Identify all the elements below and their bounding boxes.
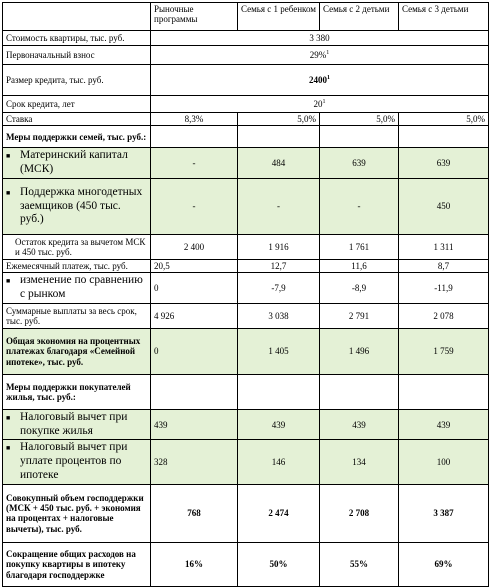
bullet-icon: ■ bbox=[6, 188, 11, 197]
row-label: Срок кредита, лет bbox=[3, 96, 151, 113]
table-row bbox=[3, 484, 489, 542]
cell: 439 bbox=[320, 409, 399, 440]
cell: 55% bbox=[320, 542, 399, 586]
table-row bbox=[3, 273, 489, 304]
cell: 2 078 bbox=[399, 303, 489, 328]
down-payment-value: 29%$^1$ bbox=[151, 46, 489, 65]
header-three-children: Семья с 3 детьми bbox=[399, 3, 489, 31]
header-row bbox=[3, 3, 489, 31]
cell: 2 474 bbox=[238, 484, 320, 542]
cell: 639 bbox=[320, 148, 399, 179]
cell: 2 791 bbox=[320, 303, 399, 328]
table-row bbox=[3, 65, 489, 96]
loan-value: 2400$^1$ bbox=[151, 65, 489, 96]
table-row bbox=[3, 178, 489, 234]
row-label: Суммарные выплаты за весь срок, тыс. руб. bbox=[3, 303, 151, 328]
cell: 3 387 bbox=[399, 484, 489, 542]
row-label: ■ изменение по сравнению с рынком bbox=[3, 273, 151, 304]
cell: 4 926 bbox=[151, 303, 238, 328]
bullet-icon: ■ bbox=[6, 277, 11, 286]
row-label: ■ Поддержка многодетных заемщиков (450 тыс. руб.) bbox=[3, 178, 151, 234]
table-row bbox=[3, 409, 489, 440]
row-label: Размер кредита, тыс. руб. bbox=[3, 65, 151, 96]
cell: 439 bbox=[399, 409, 489, 440]
cell: 484 bbox=[238, 148, 320, 179]
cell: 639 bbox=[399, 148, 489, 179]
header-cell-empty bbox=[3, 3, 151, 31]
cell: 1 761 bbox=[320, 234, 399, 259]
cell: 0 bbox=[151, 328, 238, 374]
row-label: Общая экономия на процентных платежах благодаря «Семейной ипотеке», тыс. руб. bbox=[3, 328, 151, 374]
row-label: Стоимость квартиры, тыс. руб. bbox=[3, 31, 151, 46]
cell: 134 bbox=[320, 440, 399, 484]
price-value: 3 380 bbox=[151, 31, 489, 46]
cell: 3 038 bbox=[238, 303, 320, 328]
rate-market: 8,3% bbox=[151, 113, 238, 126]
term-value: $20^1$ bbox=[151, 96, 489, 113]
row-label: Ставка bbox=[3, 113, 151, 126]
table-row bbox=[3, 234, 489, 259]
cell: 16% bbox=[151, 542, 238, 586]
table-row bbox=[3, 259, 489, 272]
cell: - bbox=[151, 178, 238, 234]
row-label: ■ Налоговый вычет при покупке жилья bbox=[3, 409, 151, 440]
table-row bbox=[3, 31, 489, 46]
table-row bbox=[3, 542, 489, 586]
cell: 100 bbox=[399, 440, 489, 484]
cell: 2 400 bbox=[151, 234, 238, 259]
cell: 1 496 bbox=[320, 328, 399, 374]
row-label: Совокупный объем господдержки (МСК + 450 тыс. руб. + экономия на процентах + налоговые вычеты), тыс. руб. bbox=[3, 484, 151, 542]
table-row bbox=[3, 96, 489, 113]
section-row bbox=[3, 126, 489, 148]
cell: 8,7 bbox=[399, 259, 489, 272]
cell: 0 bbox=[151, 273, 238, 304]
cell: 450 bbox=[399, 178, 489, 234]
cell: - bbox=[320, 178, 399, 234]
cell: 2 708 bbox=[320, 484, 399, 542]
table-row bbox=[3, 46, 489, 65]
cell: 11,6 bbox=[320, 259, 399, 272]
header-two-children: Семья с 2 детьми bbox=[320, 3, 399, 31]
cell: 1 311 bbox=[399, 234, 489, 259]
section-title-family-support: Меры поддержки семей, тыс. руб.: bbox=[3, 126, 151, 148]
header-one-child: Семья с 1 ребенком bbox=[238, 3, 320, 31]
section-title-buyer-support: Меры поддержки покупателей жилья, тыс. руб.: bbox=[3, 374, 151, 409]
table-row bbox=[3, 440, 489, 484]
table-row bbox=[3, 328, 489, 374]
rate-two-children: 5,0% bbox=[320, 113, 399, 126]
cell: 69% bbox=[399, 542, 489, 586]
bullet-icon: ■ bbox=[6, 444, 11, 453]
bullet-icon: ■ bbox=[6, 413, 11, 422]
row-label: Остаток кредита за вычетом МСК и 450 тыс. руб. bbox=[3, 234, 151, 259]
row-label: Первоначальный взнос bbox=[3, 46, 151, 65]
mortgage-support-table bbox=[2, 2, 489, 587]
cell: 768 bbox=[151, 484, 238, 542]
cell: - bbox=[151, 148, 238, 179]
rate-three-children: 5,0% bbox=[399, 113, 489, 126]
cell: 1 916 bbox=[238, 234, 320, 259]
section-row bbox=[3, 374, 489, 409]
row-label: ■ Материнский капитал (МСК) bbox=[3, 148, 151, 179]
table-row bbox=[3, 113, 489, 126]
cell: 439 bbox=[238, 409, 320, 440]
table-row bbox=[3, 148, 489, 179]
row-label: Сокращение общих расходов на покупку квартиры в ипотеку благодаря господдержке bbox=[3, 542, 151, 586]
cell: -7,9 bbox=[238, 273, 320, 304]
cell: 12,7 bbox=[238, 259, 320, 272]
cell: 439 bbox=[151, 409, 238, 440]
cell: - bbox=[238, 178, 320, 234]
cell: 328 bbox=[151, 440, 238, 484]
header-market: Рыночные программы bbox=[151, 3, 238, 31]
cell: 1 405 bbox=[238, 328, 320, 374]
table-row bbox=[3, 303, 489, 328]
bullet-icon: ■ bbox=[6, 152, 11, 161]
cell: 50% bbox=[238, 542, 320, 586]
cell: 146 bbox=[238, 440, 320, 484]
cell: 20,5 bbox=[151, 259, 238, 272]
row-label: ■ Налоговый вычет при уплате процентов по ипотеке bbox=[3, 440, 151, 484]
cell: 1 759 bbox=[399, 328, 489, 374]
rate-one-child: 5,0% bbox=[238, 113, 320, 126]
cell: -11,9 bbox=[399, 273, 489, 304]
cell: -8,9 bbox=[320, 273, 399, 304]
row-label: Ежемесячный платеж, тыс. руб. bbox=[3, 259, 151, 272]
